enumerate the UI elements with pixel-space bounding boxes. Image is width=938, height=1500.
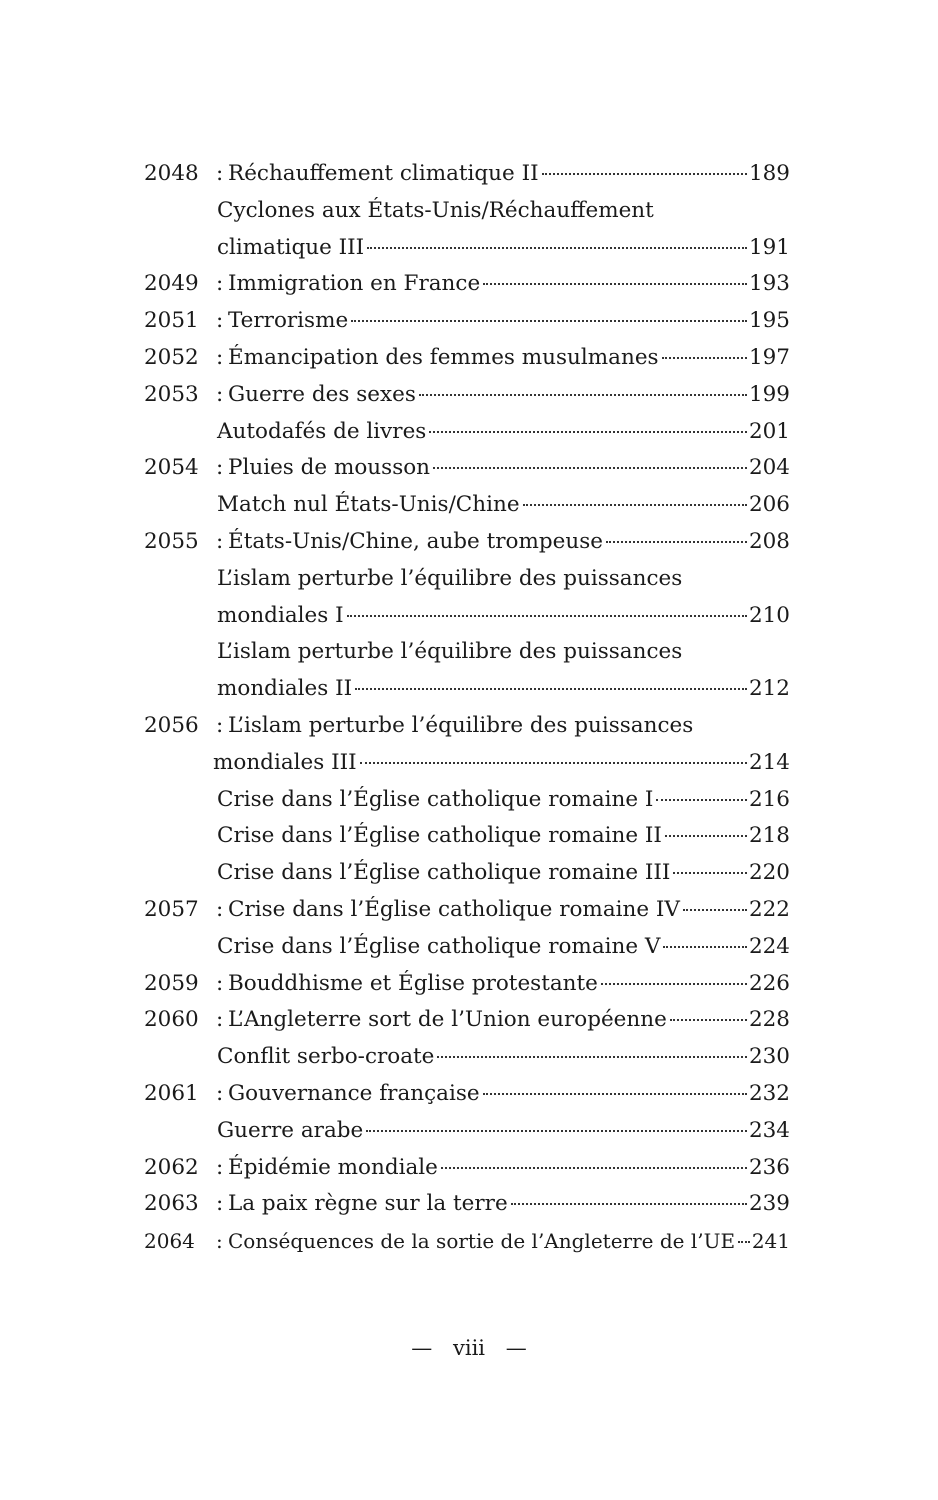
toc-title: L’islam perturbe l’équilibre des puissances [217, 565, 683, 591]
toc-entry: 2048 : Réchauffement climatique II 189 [144, 156, 790, 193]
dot-leader [441, 1167, 747, 1169]
toc-entry [144, 414, 790, 451]
toc-page-number: 214 [748, 749, 790, 775]
toc-title: Conflit serbo-croate [217, 1044, 435, 1070]
toc-entry: 2049 : Immigration en France 193 [144, 266, 790, 303]
toc-title: La paix règne sur la terre [228, 1191, 508, 1217]
toc-page-number: 239 [748, 1191, 790, 1217]
page-folio [0, 1336, 938, 1360]
toc-page-number: 206 [748, 492, 790, 518]
toc-year: 2052 [144, 344, 199, 370]
toc-page-number: 212 [748, 676, 790, 702]
toc-title: mondiales I [217, 602, 344, 628]
toc-title: L’islam perturbe l’équilibre des puissances [217, 639, 683, 665]
toc-entry [144, 818, 790, 855]
toc-year: 2051 [144, 308, 199, 334]
dot-leader [542, 173, 747, 175]
toc-year: 2055 [144, 528, 199, 554]
dot-leader [433, 467, 747, 469]
toc-page-number: 197 [748, 344, 790, 370]
toc-page-number: 222 [748, 896, 790, 922]
toc-year: 2056 [144, 712, 199, 738]
toc-page-number: 216 [748, 786, 790, 812]
toc-entry: 2054 : Pluies de mousson 204 [144, 450, 790, 487]
dot-leader [673, 872, 747, 874]
toc-title: Pluies de mousson [228, 455, 431, 481]
dot-leader [606, 541, 747, 543]
toc-title: Guerre des sexes [228, 381, 416, 407]
dot-leader [483, 283, 747, 285]
toc-page-number: 193 [748, 271, 790, 297]
dot-leader [670, 1019, 747, 1021]
toc-title: L’Angleterre sort de l’Union européenne [228, 1007, 667, 1033]
toc-year: 2053 [144, 381, 199, 407]
toc-page-number: 232 [748, 1080, 790, 1106]
toc-page-number: 191 [748, 234, 790, 260]
toc-title: Immigration en France [228, 271, 481, 297]
toc-entry [144, 1039, 790, 1076]
dot-leader [366, 1130, 747, 1132]
toc-page-number: 195 [748, 308, 790, 334]
toc-title: Crise dans l’Église catholique romaine V [217, 933, 661, 959]
folio-dash-right: — [505, 1336, 527, 1360]
dot-leader [662, 357, 747, 359]
toc-title: Autodafés de livres [217, 418, 427, 444]
toc-entry: 2062 : Épidémie mondiale 236 [144, 1150, 790, 1187]
toc-entry: 2053 : Guerre des sexes 199 [144, 377, 790, 414]
toc-year: 2054 [144, 455, 199, 481]
toc-entry [144, 929, 790, 966]
dot-leader [437, 1056, 747, 1058]
toc-title: Conséquences de la sortie de l’Angleterre de l’UE [228, 1229, 736, 1254]
toc-title: Émancipation des femmes musulmanes [228, 344, 659, 370]
toc-title: L’islam perturbe l’équilibre des puissances [228, 712, 694, 738]
toc-title: Crise dans l’Église catholique romaine II [217, 823, 662, 849]
toc-page-number: 201 [748, 418, 790, 444]
toc-title: Terrorisme [228, 308, 349, 334]
toc-title: Cyclones aux États-Unis/Réchauffement [217, 197, 654, 223]
table-of-contents [144, 156, 790, 1260]
toc-entry [144, 671, 790, 708]
toc-title: Match nul États-Unis/Chine [217, 492, 520, 518]
dot-leader [360, 762, 747, 764]
toc-title: mondiales III [213, 749, 357, 775]
toc-title: Crise dans l’Église catholique romaine III [217, 860, 671, 886]
toc-title: Bouddhisme et Église protestante [228, 970, 598, 996]
toc-page-number: 218 [748, 823, 790, 849]
toc-title: mondiales II [217, 676, 353, 702]
toc-page-number: 210 [748, 602, 790, 628]
toc-year: 2064 [144, 1229, 195, 1254]
toc-page-number: 224 [748, 933, 790, 959]
toc-page-number: 228 [748, 1007, 790, 1033]
dot-leader [656, 799, 747, 801]
toc-year: 2061 [144, 1080, 199, 1106]
toc-year: 2057 [144, 896, 199, 922]
dot-leader [738, 1241, 750, 1243]
toc-entry: 2055 : États-Unis/Chine, aube trompeuse 208 [144, 524, 790, 561]
toc-year: 2063 [144, 1191, 199, 1217]
toc-entry [144, 745, 790, 782]
toc-title: Guerre arabe [217, 1117, 364, 1143]
toc-year: 2062 [144, 1154, 199, 1180]
dot-leader [483, 1093, 747, 1095]
dot-leader [683, 909, 747, 911]
folio-dash-left: — [411, 1336, 433, 1360]
toc-year: 2048 [144, 161, 199, 186]
toc-entry: 2060 : L’Angleterre sort de l’Union européenne 228 [144, 1002, 790, 1039]
toc-entry: 2059 : Bouddhisme et Église protestante 226 [144, 966, 790, 1003]
toc-entry [144, 855, 790, 892]
toc-title: Crise dans l’Église catholique romaine IV [228, 896, 680, 922]
folio-number: viii [452, 1336, 485, 1360]
dot-leader [511, 1203, 747, 1205]
toc-entry [144, 487, 790, 524]
toc-entry: 2057 : Crise dans l’Église catholique romaine IV 222 [144, 892, 790, 929]
toc-title: Épidémie mondiale [228, 1154, 438, 1180]
dot-leader [523, 504, 747, 506]
toc-title: États-Unis/Chine, aube trompeuse [228, 528, 603, 554]
toc-entry: 2063 : La paix règne sur la terre 239 [144, 1186, 790, 1223]
toc-entry [144, 634, 790, 671]
toc-year: 2049 [144, 271, 199, 297]
toc-page-number: 234 [748, 1117, 790, 1143]
dot-leader [367, 247, 747, 249]
toc-title: Crise dans l’Église catholique romaine I [217, 786, 654, 812]
toc-page-number: 199 [748, 381, 790, 407]
toc-entry [144, 230, 790, 267]
dot-leader [429, 431, 747, 433]
dot-leader [665, 835, 747, 837]
dot-leader [351, 320, 747, 322]
toc-entry: 2061 : Gouvernance française 232 [144, 1076, 790, 1113]
toc-page-number: 230 [748, 1044, 790, 1070]
toc-page-number: 226 [748, 970, 790, 996]
toc-page-number: 189 [748, 161, 790, 186]
toc-entry: 2051 : Terrorisme 195 [144, 303, 790, 340]
dot-leader [355, 688, 747, 690]
toc-entry [144, 782, 790, 819]
toc-entry [144, 193, 790, 230]
toc-page-number: 241 [751, 1229, 790, 1254]
toc-year: 2059 [144, 970, 199, 996]
toc-title: Gouvernance française [228, 1080, 480, 1106]
toc-entry: 2052 : Émancipation des femmes musulmanes 197 [144, 340, 790, 377]
toc-entry [144, 1113, 790, 1150]
toc-entry [144, 598, 790, 635]
dot-leader [663, 946, 747, 948]
dot-leader [601, 983, 747, 985]
toc-page-number: 204 [748, 455, 790, 481]
toc-title: Réchauffement climatique II [228, 161, 539, 186]
dot-leader [419, 394, 747, 396]
toc-entry: 2064 : Conséquences de la sortie de l’Angleterre de l’UE 241 [144, 1223, 790, 1260]
toc-page-number: 208 [748, 528, 790, 554]
toc-page-number: 236 [748, 1154, 790, 1180]
toc-page-number: 220 [748, 860, 790, 886]
toc-year: 2060 [144, 1007, 199, 1033]
toc-entry [144, 561, 790, 598]
toc-title: climatique III [217, 234, 365, 260]
toc-entry: 2056 : L’islam perturbe l’équilibre des puissances [144, 708, 790, 745]
dot-leader [347, 615, 747, 617]
